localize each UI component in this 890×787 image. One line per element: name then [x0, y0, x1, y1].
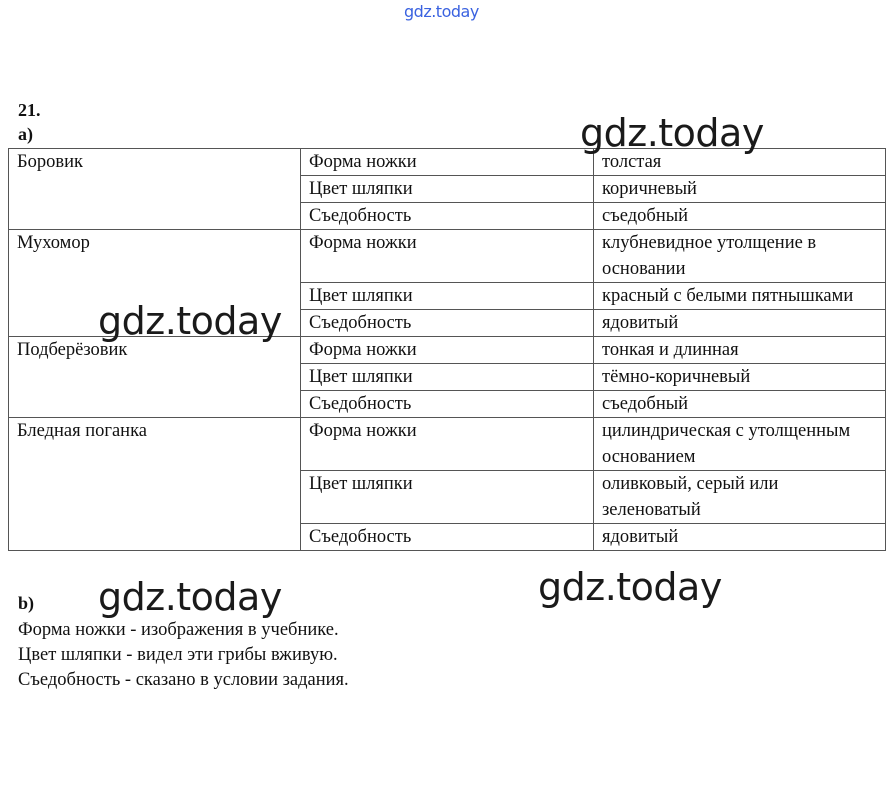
- value-cell: тёмно-коричневый: [594, 364, 886, 391]
- attribute-cell: Съедобность: [301, 391, 594, 418]
- value-cell: ядовитый: [594, 524, 886, 551]
- table-row: [9, 418, 886, 471]
- task-number: 21.: [18, 100, 41, 120]
- mushroom-name: Подберёзовик: [9, 337, 301, 418]
- value-cell: красный с белыми пятнышками: [594, 283, 886, 310]
- attribute-cell: Форма ножки: [301, 149, 594, 176]
- attribute-cell: Форма ножки: [301, 418, 594, 471]
- value-cell: толстая: [594, 149, 886, 176]
- value-cell: клубневидное утолщение в основании: [594, 230, 886, 283]
- part-a-label: а): [18, 124, 33, 144]
- table-row: [9, 230, 886, 283]
- answer-b: [18, 618, 349, 693]
- mushroom-name: Боровик: [9, 149, 301, 230]
- attribute-cell: Цвет шляпки: [301, 364, 594, 391]
- answer-line: Форма ножки - изображения в учебнике.: [18, 620, 339, 640]
- watermark: gdz.today: [580, 111, 764, 155]
- attribute-cell: Форма ножки: [301, 230, 594, 283]
- mushroom-name: Мухомор: [9, 230, 301, 337]
- attribute-cell: Съедобность: [301, 203, 594, 230]
- attribute-cell: Цвет шляпки: [301, 471, 594, 524]
- attribute-cell: Съедобность: [301, 524, 594, 551]
- watermark-top: gdz.today: [404, 2, 479, 21]
- watermark: gdz.today: [538, 565, 722, 609]
- attribute-cell: Форма ножки: [301, 337, 594, 364]
- attribute-cell: Цвет шляпки: [301, 176, 594, 203]
- value-cell: съедобный: [594, 391, 886, 418]
- mushroom-name: Бледная поганка: [9, 418, 301, 551]
- part-b-label: b): [18, 593, 35, 613]
- value-cell: тонкая и длинная: [594, 337, 886, 364]
- value-cell: цилиндрическая с утолщенным основанием: [594, 418, 886, 471]
- attribute-cell: Цвет шляпки: [301, 283, 594, 310]
- answer-line: Съедобность - сказано в условии задания.: [18, 670, 349, 690]
- value-cell: ядовитый: [594, 310, 886, 337]
- value-cell: оливковый, серый или зеленоватый: [594, 471, 886, 524]
- watermark: gdz.today: [98, 575, 282, 619]
- mushroom-table: [8, 148, 886, 551]
- value-cell: коричневый: [594, 176, 886, 203]
- value-cell: съедобный: [594, 203, 886, 230]
- watermark: gdz.today: [98, 299, 282, 343]
- attribute-cell: Съедобность: [301, 310, 594, 337]
- answer-line: Цвет шляпки - видел эти грибы вживую.: [18, 645, 338, 665]
